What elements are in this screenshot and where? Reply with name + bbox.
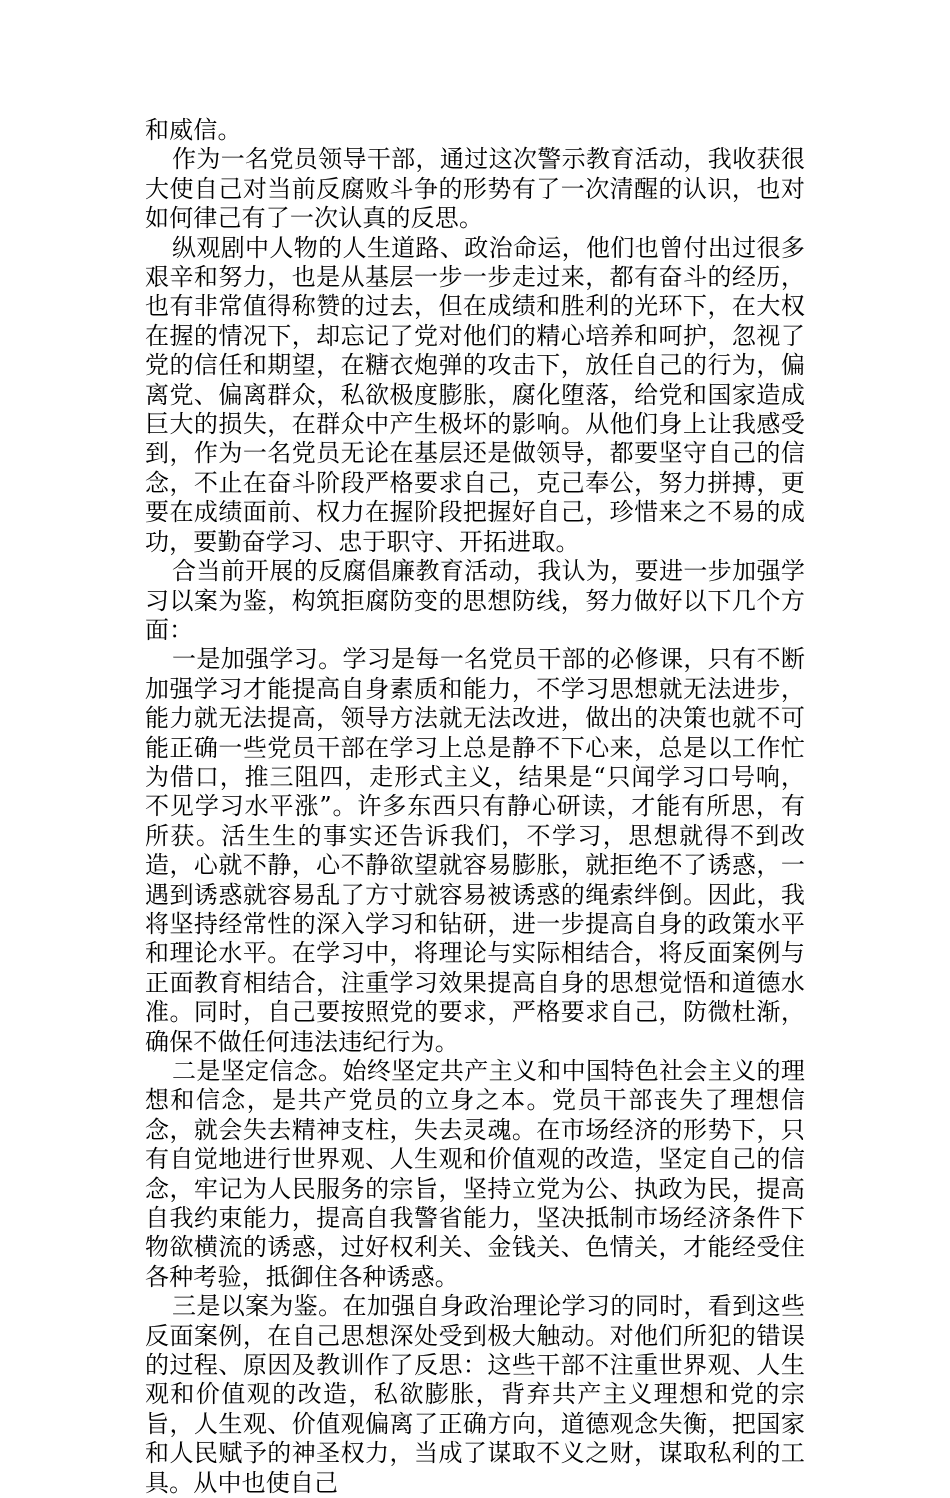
- document-page: [145, 116, 805, 1498]
- paragraph-point-cases: 三是以案为鉴。在加强自身政治理论学习的同时，看到这些反面案例，在自己思想深处受到极大触动。对他们所犯的错误的过程、原因及教训作了反思：这些干部不注重世界观、人生观和价值观的改造，私欲膨胀，背弃共产主义理想和党的宗旨，人生观、价值观偏离了正确方向，道德观念失衡，把国家和人民赋予的神圣权力，当成了谋取不义之财，谋取私利的工具。从中也使自己: [145, 1292, 805, 1497]
- paragraph-harvest: 作为一名党员领导干部，通过这次警示教育活动，我收获很大使自己对当前反腐败斗争的形势有了一次清醒的认识，也对如何律己有了一次认真的反思。: [145, 145, 805, 233]
- paragraph-point-belief: 二是坚定信念。始终坚定共产主义和中国特色社会主义的理想和信念，是共产党员的立身之本。党员干部丧失了理想信念，就会失去精神支柱，失去灵魂。在市场经济的形势下，只有自觉地进行世界观、人生观和价值观的改造，坚定自己的信念，牢记为人民服务的宗旨，坚持立党为公、执政为民，提高自我约束能力，提高自我警省能力，坚决抵制市场经济条件下物欲横流的诱惑，过好权利关、金钱关、色情关，才能经受住各种考验，抵御住各种诱惑。: [145, 1057, 805, 1291]
- paragraph-intro-points: 合当前开展的反腐倡廉教育活动，我认为，要进一步加强学习以案为鉴，构筑拒腐防变的思想防线，努力做好以下几个方面：: [145, 557, 805, 644]
- paragraph-point-study: 一是加强学习。学习是每一名党员干部的必修课，只有不断加强学习才能提高自身素质和能力，不学习思想就无法进步，能力就无法提高，领导方法就无法改进，做出的决策也就不可能正确一些党员干部在学习上总是静不下心来，总是以工作忙为借口，推三阻四，走形式主义，结果是“只闻学习口号响，不见学习水平涨”。许多东西只有静心研读，才能有所思，有所获。活生生的事实还告诉我们，不学习，思想就得不到改造，心就不静，心不静欲望就容易膨胀，就拒绝不了诱惑，一遇到诱惑就容易乱了方寸就容易被诱惑的绳索绊倒。因此，我将坚持经常性的深入学习和钻研，进一步提高自身的政策水平和理论水平。在学习中，将理论与实际相结合，将反面案例与正面教育相结合，注重学习效果提高自身的思想觉悟和道德水准。同时，自己要按照党的要求，严格要求自己，防微杜渐，确保不做任何违法违纪行为。: [145, 645, 805, 1056]
- paragraph-continuation: 和威信。: [145, 116, 242, 144]
- paragraph-reflection-on-characters: 纵观剧中人物的人生道路、政治命运，他们也曾付出过很多艰辛和努力，也是从基层一步一步走过来，都有奋斗的经历，也有非常值得称赞的过去，但在成绩和胜利的光环下，在大权在握的情况下，却忘记了党对他们的精心培养和呵护，忽视了党的信任和期望，在糖衣炮弹的攻击下，放任自己的行为，偏离党、偏离群众，私欲极度膨胀，腐化堕落，给党和国家造成巨大的损失，在群众中产生极坏的影响。从他们身上让我感受到，作为一名党员无论在基层还是做领导，都要坚守自己的信念，不止在奋斗阶段严格要求自己，克己奉公，努力拼搏，更要在成绩面前、权力在握阶段把握好自己，珍惜来之不易的成功，要勤奋学习、忠于职守、开拓进取。: [145, 233, 805, 556]
